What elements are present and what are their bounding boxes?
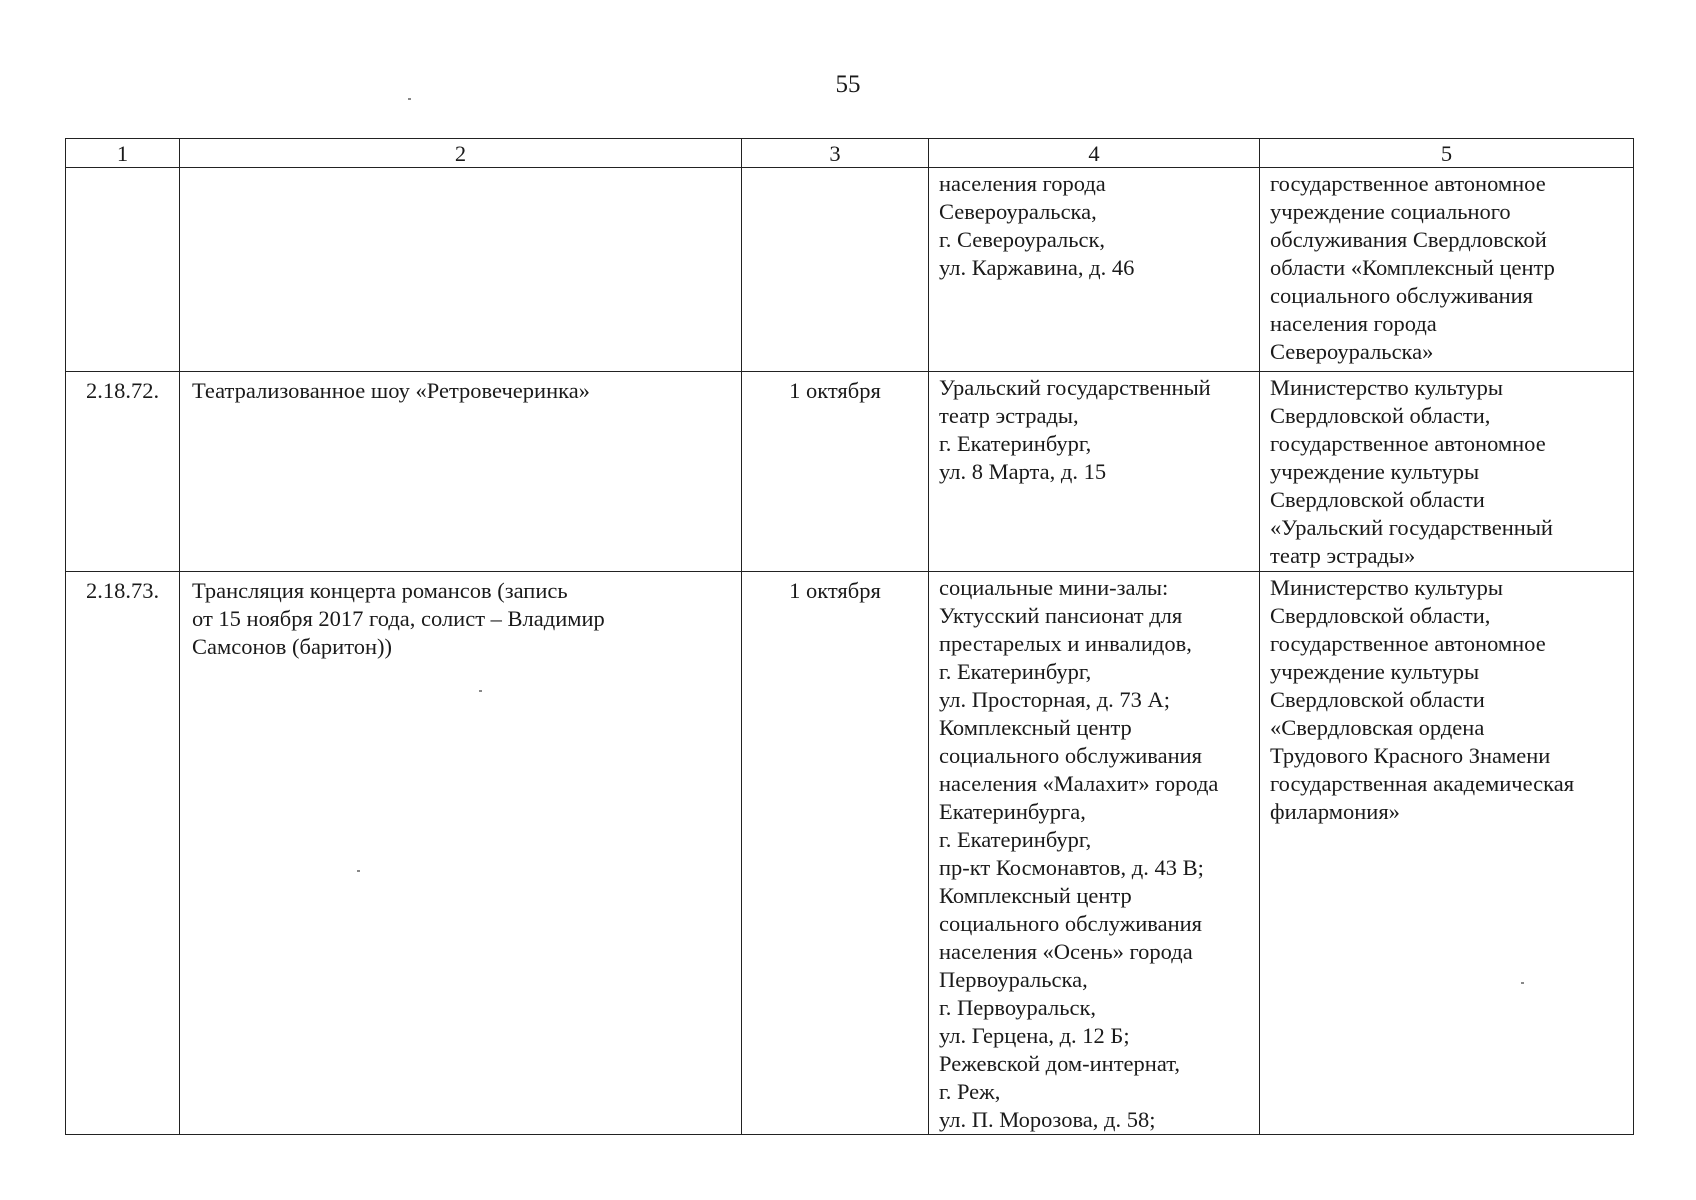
column-header-4: 4 xyxy=(929,139,1260,168)
event-name-cell xyxy=(180,168,742,372)
organizer-line: учреждение социального xyxy=(1270,199,1511,224)
venue-line: ул. Каржавина, д. 46 xyxy=(939,255,1135,280)
organizer-line: государственная академическая xyxy=(1270,771,1575,796)
venue-cell xyxy=(929,372,1260,572)
organizer-line: области «Комплексный центр xyxy=(1270,255,1555,280)
scan-speck xyxy=(357,870,360,872)
event-name-line: Трансляция концерта романсов (запись xyxy=(192,578,568,603)
venue-cell xyxy=(929,168,1260,372)
venue-line: Режевской дом-интернат, xyxy=(939,1051,1180,1076)
row-number: 2.18.73. xyxy=(66,572,180,1135)
venue-line: Уктусский пансионат для xyxy=(939,603,1183,628)
venue-line: Первоуральска, xyxy=(939,967,1088,992)
venue-line: г. Екатеринбург, xyxy=(939,659,1092,684)
organizer-line: обслуживания Свердловской xyxy=(1270,227,1547,252)
organizer-line: населения города xyxy=(1270,311,1437,336)
venue-line: пр-кт Космонавтов, д. 43 В; xyxy=(939,855,1204,880)
venue-line: театр эстрады, xyxy=(939,403,1079,428)
event-date: 1 октября xyxy=(742,572,929,1135)
venue-line: Комплексный центр xyxy=(939,715,1132,740)
venue-line: Уральский государственный xyxy=(939,375,1211,400)
organizer-cell xyxy=(1260,572,1634,1135)
venue-line: Североуральска, xyxy=(939,199,1097,224)
venue-cell xyxy=(929,572,1260,1135)
row-number: 2.18.72. xyxy=(66,372,180,572)
scan-speck xyxy=(408,98,411,100)
organizer-line: государственное автономное xyxy=(1270,171,1546,196)
venue-line: г. Североуральск, xyxy=(939,227,1106,252)
organizer-line: Свердловской области xyxy=(1270,487,1485,512)
organizer-line: Свердловской области xyxy=(1270,687,1485,712)
venue-line: г. Екатеринбург, xyxy=(939,431,1092,456)
venue-line: социального обслуживания xyxy=(939,743,1203,768)
venue-line: населения «Малахит» города xyxy=(939,771,1219,796)
venue-line: ул. Герцена, д. 12 Б; xyxy=(939,1023,1130,1048)
organizer-line: филармония» xyxy=(1270,799,1400,824)
organizer-line: Свердловской области, xyxy=(1270,603,1491,628)
organizer-line: Свердловской области, xyxy=(1270,403,1491,428)
organizer-line: «Свердловская ордена xyxy=(1270,715,1485,740)
organizer-line: учреждение культуры xyxy=(1270,659,1480,684)
scan-speck xyxy=(479,690,482,692)
venue-line: населения «Осень» города xyxy=(939,939,1193,964)
column-header-1: 1 xyxy=(66,139,180,168)
events-table xyxy=(65,138,1634,1135)
venue-line: ул. Просторная, д. 73 А; xyxy=(939,687,1171,712)
column-header-3: 3 xyxy=(742,139,929,168)
event-name-line: Театрализованное шоу «Ретровечеринка» xyxy=(192,378,590,403)
organizer-line: государственное автономное xyxy=(1270,631,1546,656)
organizer-line: «Уральский государственный xyxy=(1270,515,1553,540)
venue-line: населения города xyxy=(939,171,1106,196)
venue-line: социальные мини-залы: xyxy=(939,575,1169,600)
page-number: 55 xyxy=(835,71,861,98)
organizer-line: социального обслуживания xyxy=(1270,283,1534,308)
venue-line: социального обслуживания xyxy=(939,911,1203,936)
event-name-line: Самсонов (баритон)) xyxy=(192,634,393,659)
column-header-5: 5 xyxy=(1260,139,1634,168)
venue-line: престарелых и инвалидов, xyxy=(939,631,1192,656)
table-header-row xyxy=(66,139,1634,168)
event-date xyxy=(742,168,929,372)
venue-line: г. Екатеринбург, xyxy=(939,827,1092,852)
table-row xyxy=(66,572,1634,1135)
organizer-line: театр эстрады» xyxy=(1270,543,1416,568)
scan-speck xyxy=(1521,982,1524,984)
organizer-line: Трудового Красного Знамени xyxy=(1270,743,1551,768)
organizer-line: Министерство культуры xyxy=(1270,575,1504,600)
event-name-line: от 15 ноября 2017 года, солист – Владимир xyxy=(192,606,605,631)
row-number xyxy=(66,168,180,372)
venue-line: ул. 8 Марта, д. 15 xyxy=(939,459,1107,484)
venue-line: г. Реж, xyxy=(939,1079,1001,1104)
venue-line: Комплексный центр xyxy=(939,883,1132,908)
venue-line: г. Первоуральск, xyxy=(939,995,1097,1020)
organizer-line: учреждение культуры xyxy=(1270,459,1480,484)
event-name-cell xyxy=(180,372,742,572)
organizer-cell xyxy=(1260,168,1634,372)
venue-line: Екатеринбурга, xyxy=(939,799,1086,824)
organizer-line: государственное автономное xyxy=(1270,431,1546,456)
organizer-line: Министерство культуры xyxy=(1270,375,1504,400)
event-date: 1 октября xyxy=(742,372,929,572)
organizer-cell xyxy=(1260,372,1634,572)
venue-line: ул. П. Морозова, д. 58; xyxy=(939,1107,1156,1132)
table-row xyxy=(66,372,1634,572)
table-row xyxy=(66,168,1634,372)
organizer-line: Североуральска» xyxy=(1270,339,1434,364)
column-header-2: 2 xyxy=(180,139,742,168)
event-name-cell xyxy=(180,572,742,1135)
